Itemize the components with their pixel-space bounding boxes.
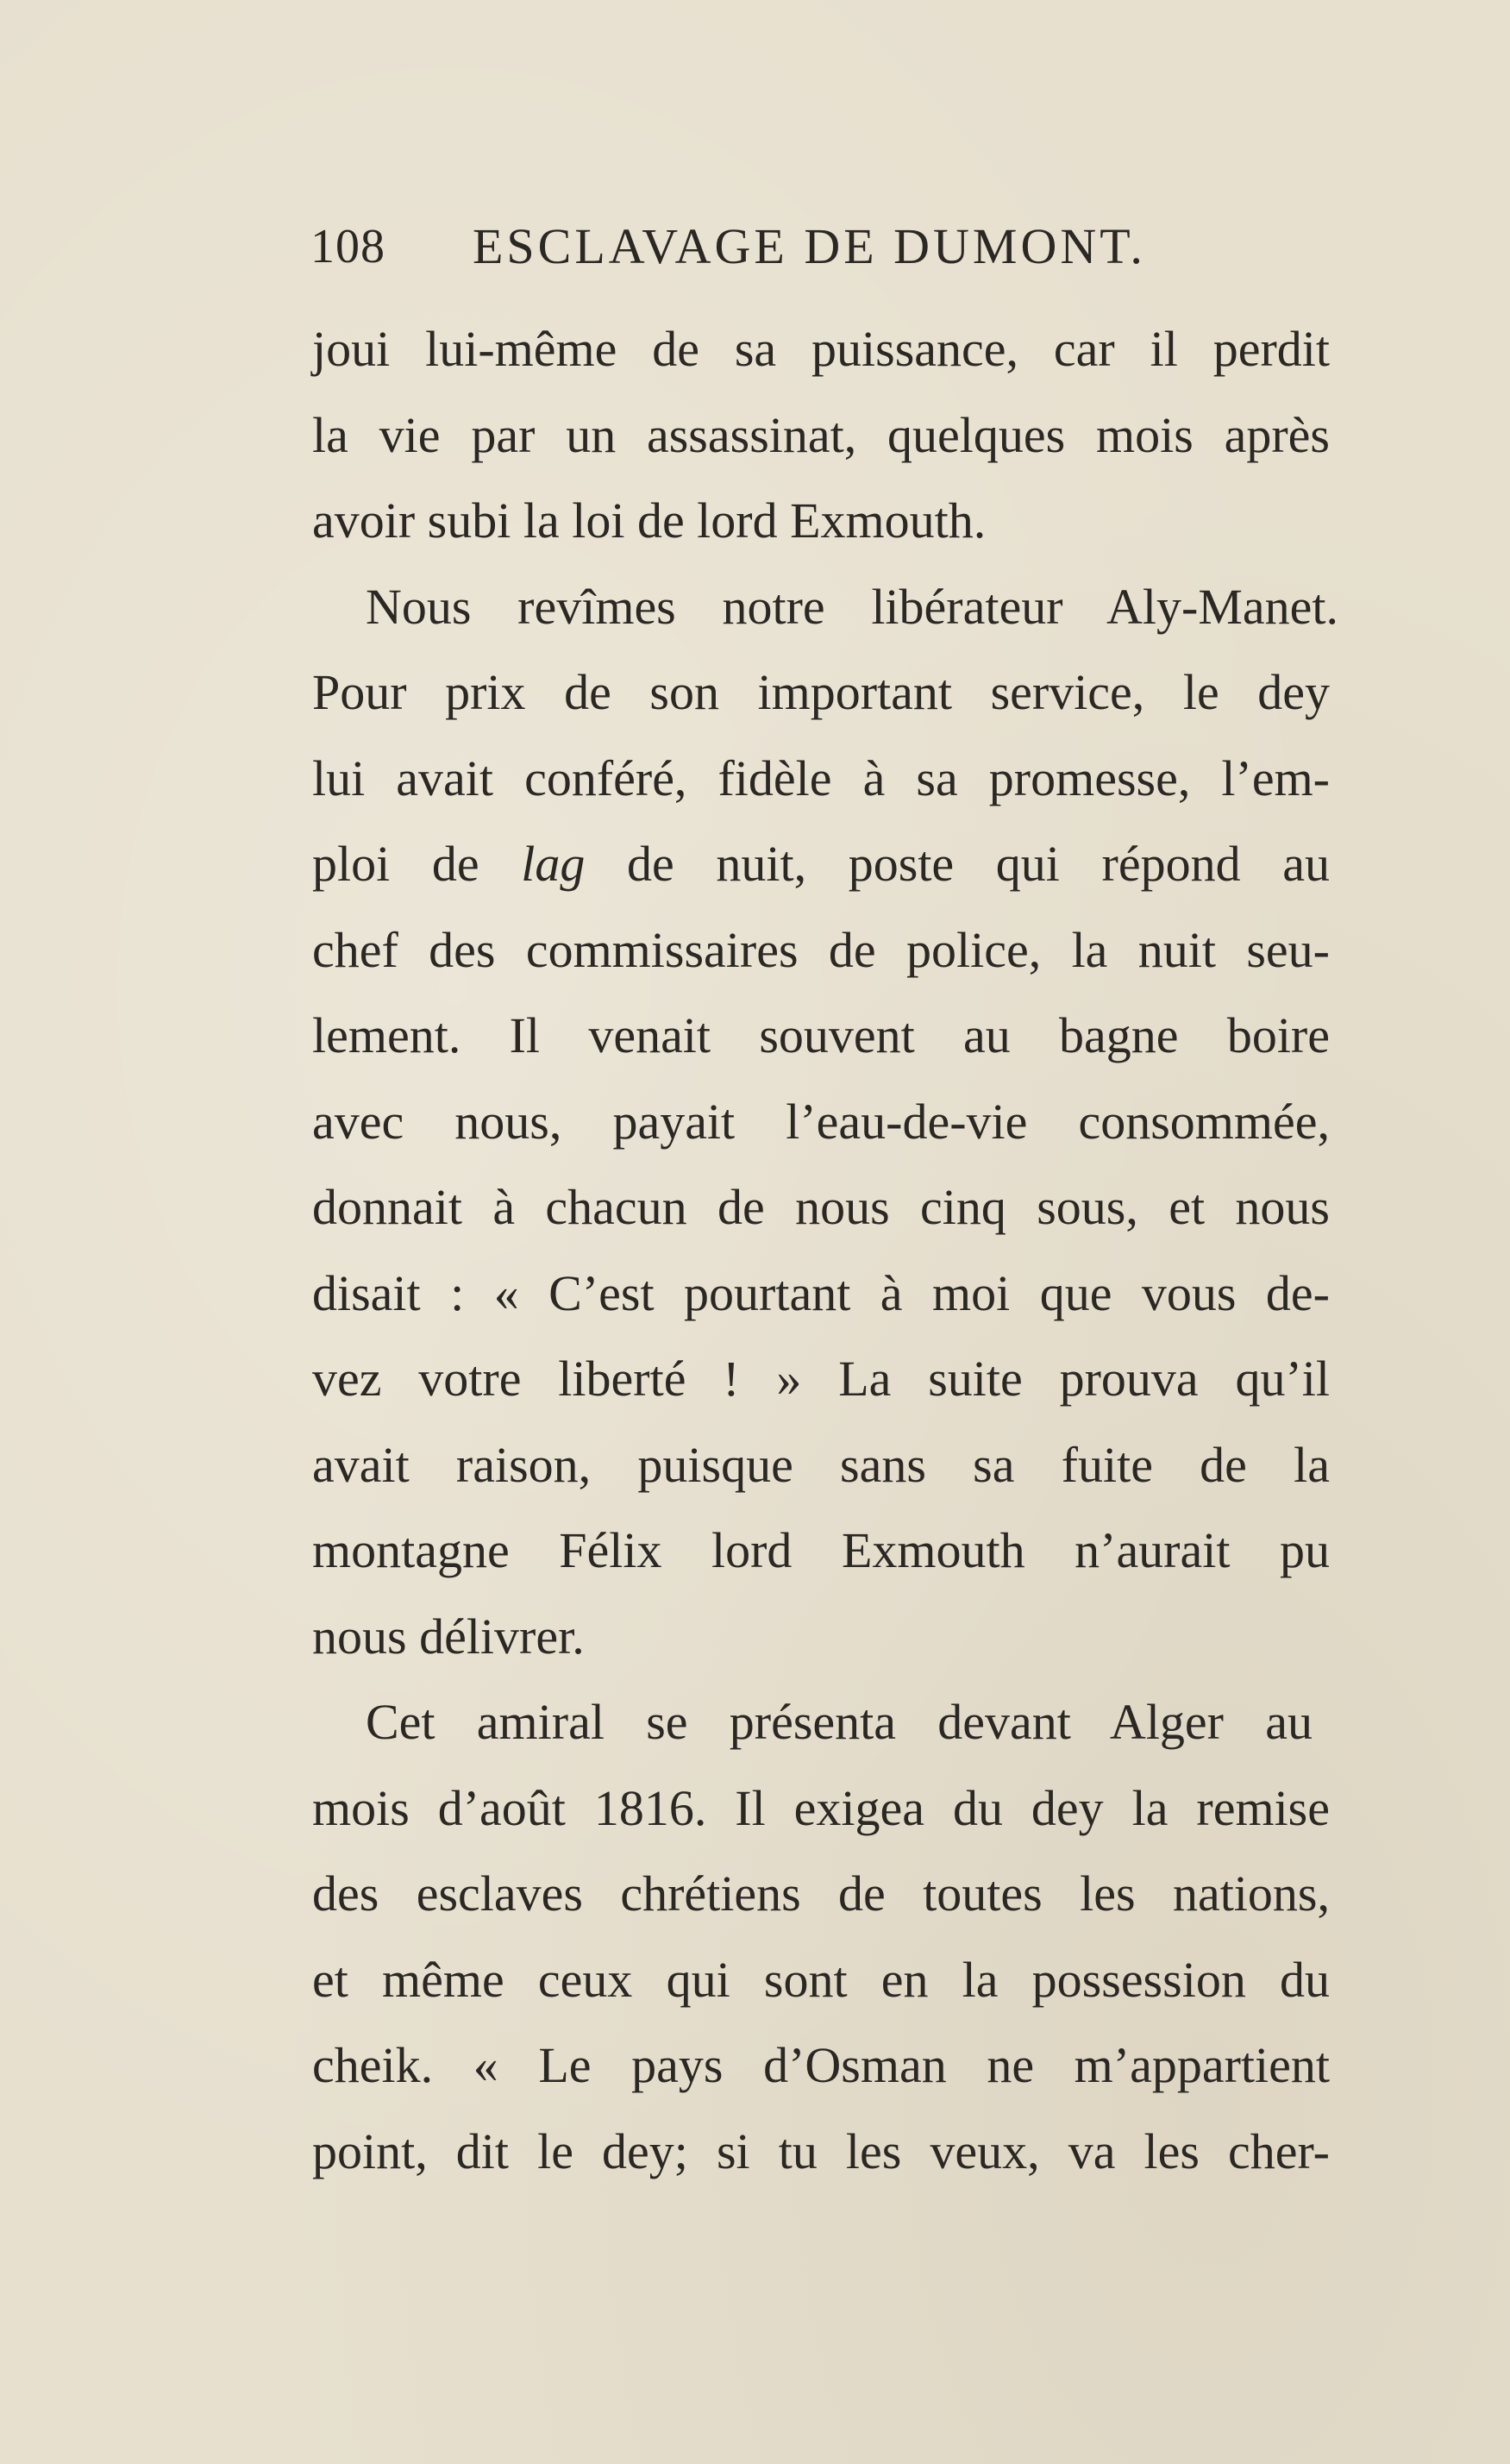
text-line: et même ceux qui sont en la possession du (312, 1951, 1330, 2008)
text-line: Pour prix de son important service, le dey (312, 664, 1330, 720)
text-line: cheik. « Le pays d’Osman ne m’appartient (312, 2037, 1330, 2093)
text-line: chef des commissaires de police, la nuit seu- (312, 921, 1330, 978)
body-text (312, 306, 1347, 2194)
text-line: lement. Il venait souvent au bagne boire (312, 1007, 1330, 1063)
text-line: point, dit le dey; si tu les veux, va les cher- (312, 2122, 1330, 2179)
text-segment: ploi de (312, 836, 522, 892)
text-line: avec nous, payait l’eau-de-vie consommée, (312, 1093, 1330, 1150)
text-line-with-italic (312, 821, 1330, 907)
text-line: joui lui-même de sa puissance, car il perdit (312, 321, 1330, 377)
text-line: lui avait conféré, fidèle à sa promesse, l’em- (312, 749, 1330, 806)
text-line: donnait à chacun de nous cinq sous, et nous (312, 1179, 1330, 1235)
italic-term: lag (521, 836, 586, 892)
page-header (310, 212, 1173, 281)
page-number: 108 (310, 220, 385, 273)
paragraph-start-line: Cet amiral se présenta devant Alger au (366, 1694, 1313, 1750)
text-line: la vie par un assassinat, quelques mois après (312, 406, 1330, 463)
text-line: nous délivrer. (312, 1608, 585, 1665)
text-line: montagne Félix lord Exmouth n’aurait pu (312, 1522, 1330, 1578)
paragraph-start-line: Nous revîmes notre libérateur Aly-Manet. (366, 578, 1338, 635)
text-line: disait : « C’est pourtant à moi que vous de- (312, 1264, 1330, 1321)
text-line: avait raison, puisque sans sa fuite de la (312, 1436, 1330, 1493)
text-line: avoir subi la loi de lord Exmouth. (312, 492, 987, 549)
text-line: des esclaves chrétiens de toutes les nations, (312, 1865, 1330, 1922)
text-segment: de nuit, poste qui répond au (585, 836, 1330, 892)
text-line: mois d’août 1816. Il exigea du dey la remise (312, 1779, 1330, 1836)
text-line: vez votre liberté ! » La suite prouva qu’il (312, 1351, 1330, 1407)
running-title: ESCLAVAGE DE DUMONT. (473, 218, 1146, 274)
